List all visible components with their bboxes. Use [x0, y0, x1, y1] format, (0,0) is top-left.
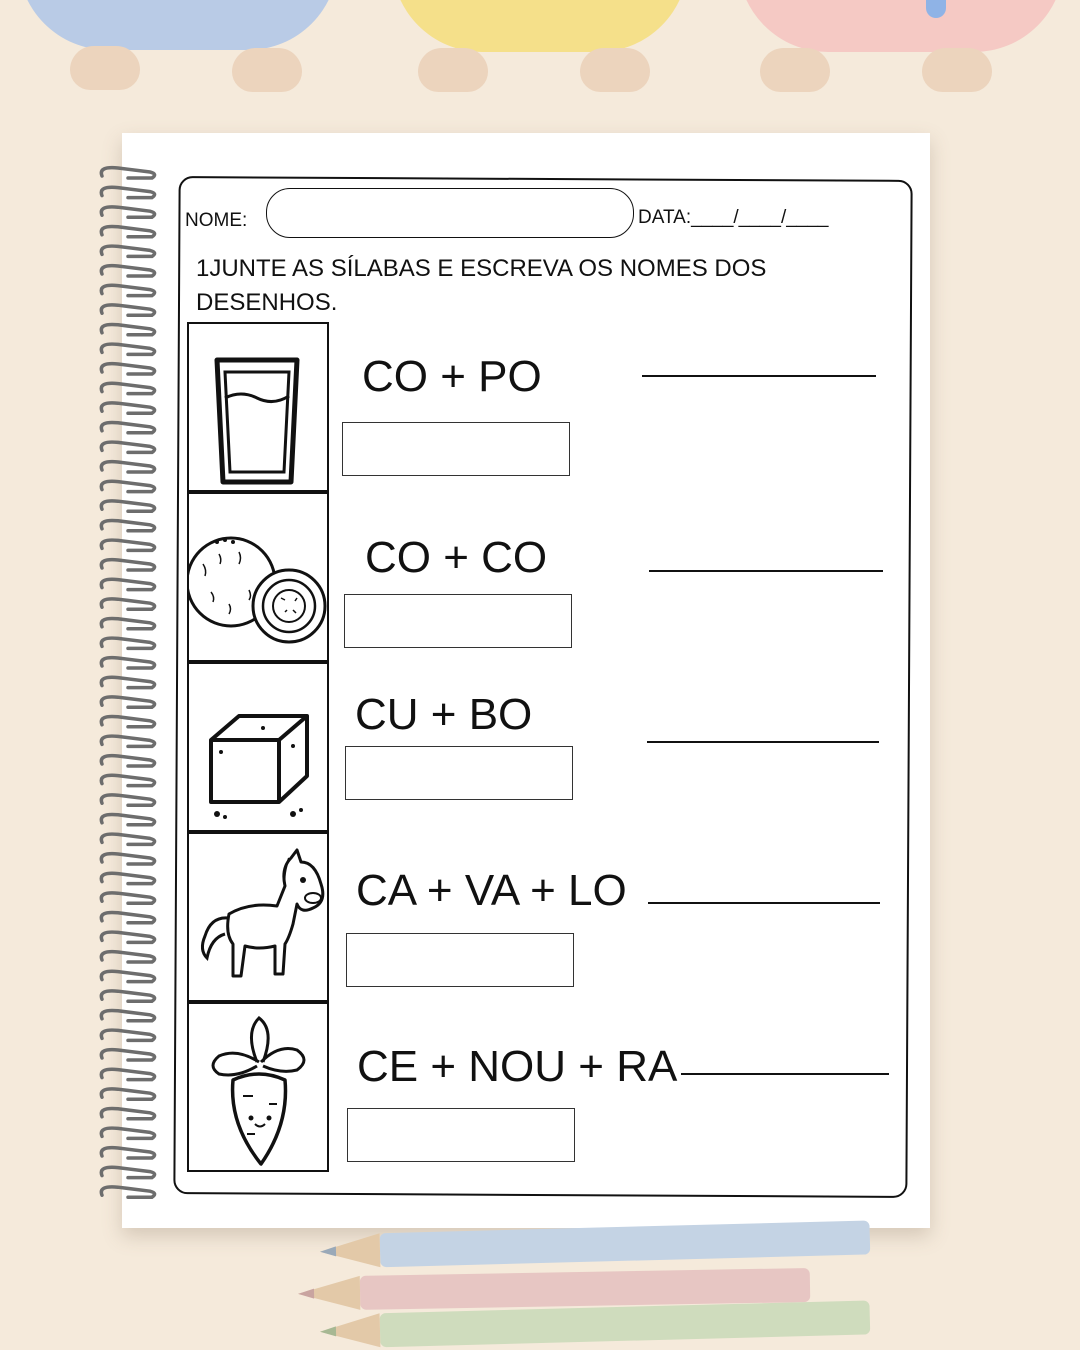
syllables-item-5: CE + NOU + RA: [357, 1042, 678, 1091]
spiral-coil: [101, 736, 154, 746]
syllables-item-2: CO + CO: [365, 533, 548, 582]
cube-icon: [189, 664, 331, 834]
spiral-coil: [101, 1050, 154, 1060]
spiral-coil: [101, 1010, 154, 1020]
spiral-coil: [101, 599, 154, 609]
spiral-coil: [101, 814, 154, 824]
answer-line-2[interactable]: [649, 570, 883, 572]
toy-figures: [0, 0, 1080, 100]
spiral-coil: [101, 481, 154, 491]
spiral-coil: [101, 697, 154, 707]
syllables-item-4: CA + VA + LO: [356, 866, 627, 915]
spiral-coil: [101, 854, 154, 864]
pencils: [280, 1208, 880, 1350]
spiral-coil: [101, 305, 154, 315]
spiral-coil: [101, 618, 154, 628]
spiral-coil: [101, 579, 154, 589]
spiral-coil: [101, 1089, 154, 1099]
answer-line-1[interactable]: [642, 375, 876, 377]
spiral-coil: [101, 912, 154, 922]
picture-cell-cup: [187, 322, 329, 492]
spiral-coil: [101, 442, 154, 452]
picture-cell-coconut: [187, 492, 329, 662]
answer-box-2[interactable]: [344, 594, 572, 648]
spiral-coil: [101, 560, 154, 570]
spiral-coil: [101, 266, 154, 276]
spiral-coil: [101, 1128, 154, 1138]
spiral-coil: [101, 677, 154, 687]
coconut-icon: [189, 494, 331, 664]
answer-box-3[interactable]: [345, 746, 573, 800]
syllables-item-1: CO + PO: [362, 352, 542, 401]
spiral-coil: [101, 344, 154, 354]
spiral-coil: [101, 324, 154, 334]
spiral-coil: [101, 991, 154, 1001]
spiral-coil: [101, 1167, 154, 1177]
spiral-coil: [101, 1030, 154, 1040]
answer-box-4[interactable]: [346, 933, 574, 987]
picture-cell-cube: [187, 662, 329, 832]
spiral-coil: [101, 932, 154, 942]
spiral-coil: [101, 187, 154, 197]
syllables-item-3: CU + BO: [355, 690, 533, 739]
answer-line-4[interactable]: [648, 902, 880, 904]
spiral-coil: [101, 520, 154, 530]
spiral-coil: [101, 775, 154, 785]
spiral-coil: [101, 403, 154, 413]
answer-line-3[interactable]: [647, 741, 879, 743]
name-field[interactable]: [266, 188, 634, 238]
spiral-coil: [101, 971, 154, 981]
spiral-coil: [101, 893, 154, 903]
spiral-coil: [101, 658, 154, 668]
spiral-coil: [101, 501, 154, 511]
answer-box-1[interactable]: [342, 422, 570, 476]
spiral-coil: [101, 364, 154, 374]
spiral-coil: [101, 168, 154, 178]
spiral-coil: [101, 756, 154, 766]
spiral-coil: [101, 1108, 154, 1118]
spiral-coil: [101, 540, 154, 550]
spiral-coil: [101, 383, 154, 393]
spiral-coil: [101, 716, 154, 726]
cup-icon: [189, 324, 331, 494]
name-label: NOME:: [185, 210, 248, 231]
spiral-coil: [101, 246, 154, 256]
answer-box-5[interactable]: [347, 1108, 575, 1162]
horse-icon: [189, 834, 331, 1004]
date-label: DATA:____/____/____: [638, 207, 829, 228]
spiral-coil: [101, 638, 154, 648]
instruction-text: 1JUNTE AS SÍLABAS E ESCREVA OS NOMES DOS DESENHOS.: [196, 255, 767, 316]
spiral-coil: [101, 422, 154, 432]
spiral-coil: [101, 285, 154, 295]
spiral-coil: [101, 1187, 154, 1197]
spiral-binding: [88, 160, 168, 1205]
carrot-icon: [189, 1004, 331, 1174]
spiral-coil: [101, 462, 154, 472]
spiral-coil: [101, 1148, 154, 1158]
picture-cell-horse: [187, 832, 329, 1002]
spiral-coil: [101, 226, 154, 236]
picture-column: [187, 322, 333, 1174]
spiral-coil: [101, 207, 154, 217]
spiral-coil: [101, 834, 154, 844]
spiral-coil: [101, 952, 154, 962]
answer-line-5[interactable]: [681, 1073, 889, 1075]
spiral-coil: [101, 1069, 154, 1079]
spiral-coil: [101, 873, 154, 883]
picture-cell-carrot: [187, 1002, 329, 1172]
spiral-coil: [101, 795, 154, 805]
